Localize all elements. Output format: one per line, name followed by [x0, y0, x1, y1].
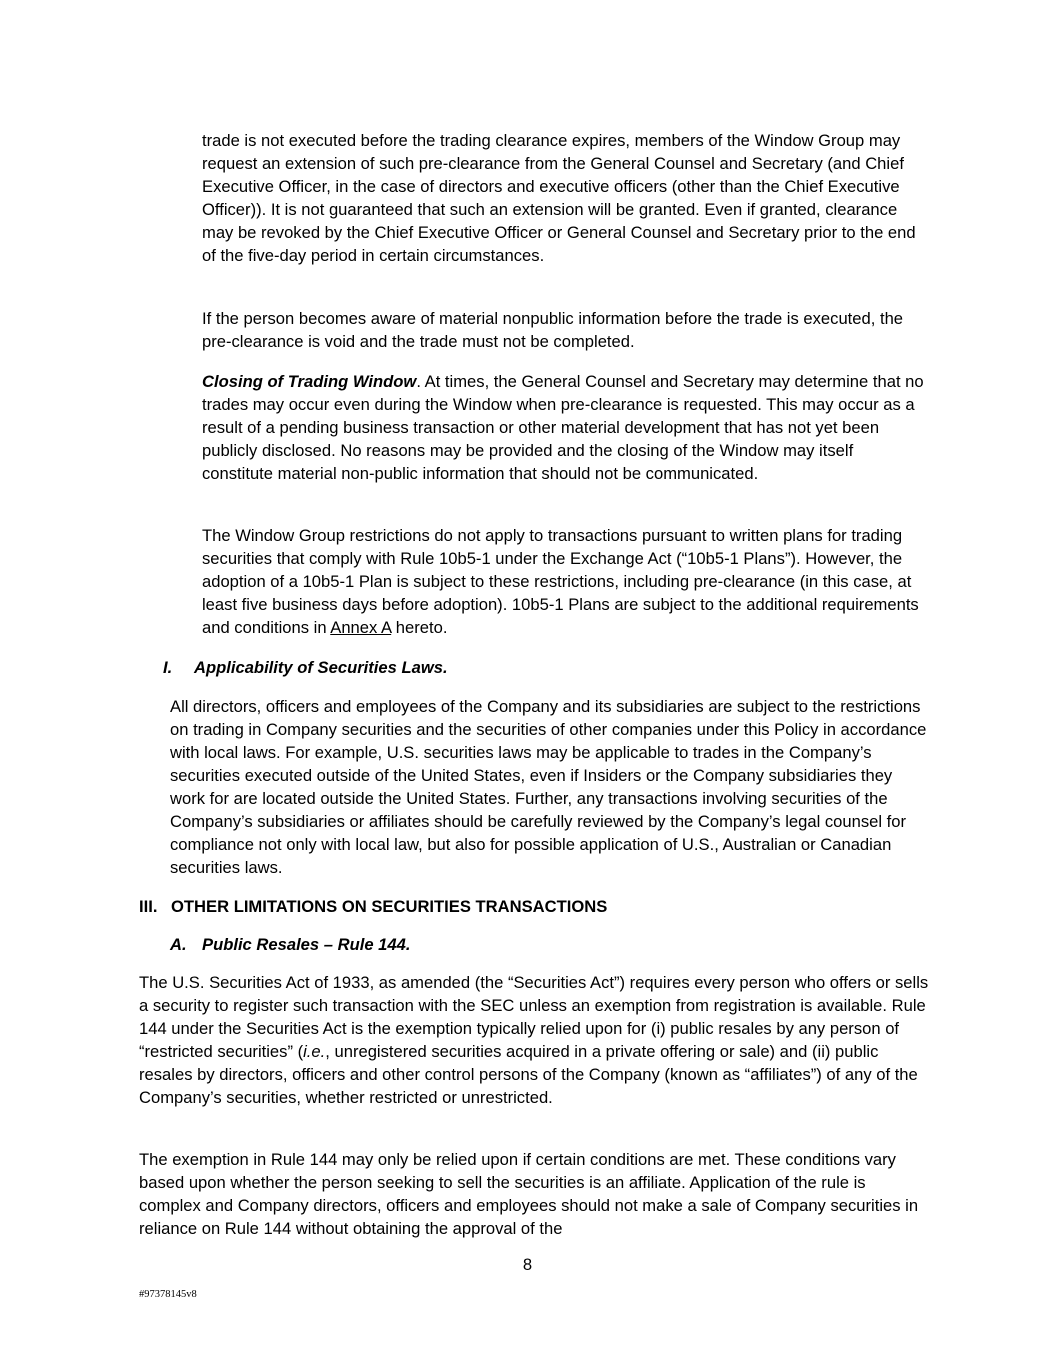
section-i-number: I.	[163, 658, 173, 677]
section-iii-title: OTHER LIMITATIONS ON SECURITIES TRANSACTIONS	[171, 897, 608, 916]
paragraph-10b5-1-plans	[202, 524, 927, 639]
securities-act-text-a: The U.S. Securities Act of 1933, as amended (the “Securities Act”) requires every person who offers or sells a security to register such transaction with the SEC unless an exemption from registration is available. Rule 144 under the Securities Act is the exemption typically relied upon for (i) public resales by any person of “restricted securities” (	[139, 973, 929, 1061]
ie-abbreviation: i.e.	[303, 1042, 326, 1061]
paragraph-mnpi-void: If the person becomes aware of material nonpublic information before the trade is executed, the pre-clearance is void and the trade must not be completed.	[202, 309, 904, 351]
paragraph-securities-act	[139, 971, 929, 1109]
closing-trading-window-body: . At times, the General Counsel and Secretary may determine that no trades may occur even during the Window when pre-clearance is requested. This may occur as a result of a pending business transaction or other material development that has not yet been publicly disclosed. No reasons may be provided and the closing of the Window may itself constitute material non-public information that should not be communicated.	[202, 372, 924, 483]
securities-act-text-b: , unregistered securities acquired in a private offering or sale) and (ii) public resales by directors, officers and other control persons of the Company (known as “affiliates”) of any of the Company’s securities, whether restricted or unrestricted.	[139, 1042, 918, 1107]
section-i-title: Applicability of Securities Laws.	[194, 658, 448, 677]
section-a-number: A.	[170, 935, 187, 954]
document-id: #97378145v8	[139, 1289, 197, 1300]
section-a-heading	[170, 933, 410, 956]
paragraph-applicability: All directors, officers and employees of the Company and its subsidiaries are subject to the restrictions on trading in Company securities and the securities of other companies under this Policy in accordance with local laws. For example, U.S. securities laws may be applicable to trades in the Company’s securities executed outside of the United States, even if Insiders or the Company subsidiaries they work for are located outside the United States. Further, any transactions involving securities of the Company’s subsidiaries or affiliates should be carefully reviewed by the Company’s legal counsel for compliance not only with local law, but also for possible application of U.S., Australian or Canadian securities laws.	[170, 697, 927, 877]
paragraph-pre-clearance-extension: trade is not executed before the trading clearance expires, members of the Window Group may request an extension of such pre-clearance from the General Counsel and Secretary (and Chief Executive Officer, in the case of directors and executive officers (other than the Chief Executive Officer)). It is not guaranteed that such an extension will be granted. Even if granted, clearance may be revoked by the Chief Executive Officer or General Counsel and Secretary prior to the end of the five-day period in certain circumstances.	[202, 131, 916, 265]
10b5-1-text-a: The Window Group restrictions do not apply to transactions pursuant to written plans for trading securities that comply with Rule 10b5-1 under the Exchange Act (“10b5-1 Plans”). However, the adoption of a 10b5-1 Plan is subject to these restrictions, including pre-clearance (in this case, at least five business days before adoption). 10b5-1 Plans are subject to the additional requirements and conditions in	[202, 526, 919, 637]
section-iii-number: III.	[139, 897, 158, 916]
section-a-title: Public Resales – Rule 144.	[202, 935, 411, 954]
page-number: 8	[522, 1255, 533, 1274]
paragraph-rule-144-exemption: The exemption in Rule 144 may only be relied upon if certain conditions are met. These conditions vary based upon whether the person seeking to sell the securities is an affiliate. Application of the rule is complex and Company directors, officers and employees should not make a sale of Company securities in reliance on Rule 144 without obtaining the approval of the	[139, 1150, 919, 1238]
paragraph-closing-trading-window	[202, 370, 927, 485]
section-iii-heading	[139, 895, 607, 918]
closing-trading-window-title: Closing of Trading Window	[202, 372, 417, 391]
annex-a-link[interactable]: Annex A	[330, 618, 392, 637]
10b5-1-text-b: hereto.	[391, 618, 448, 637]
section-i-heading	[163, 656, 448, 679]
